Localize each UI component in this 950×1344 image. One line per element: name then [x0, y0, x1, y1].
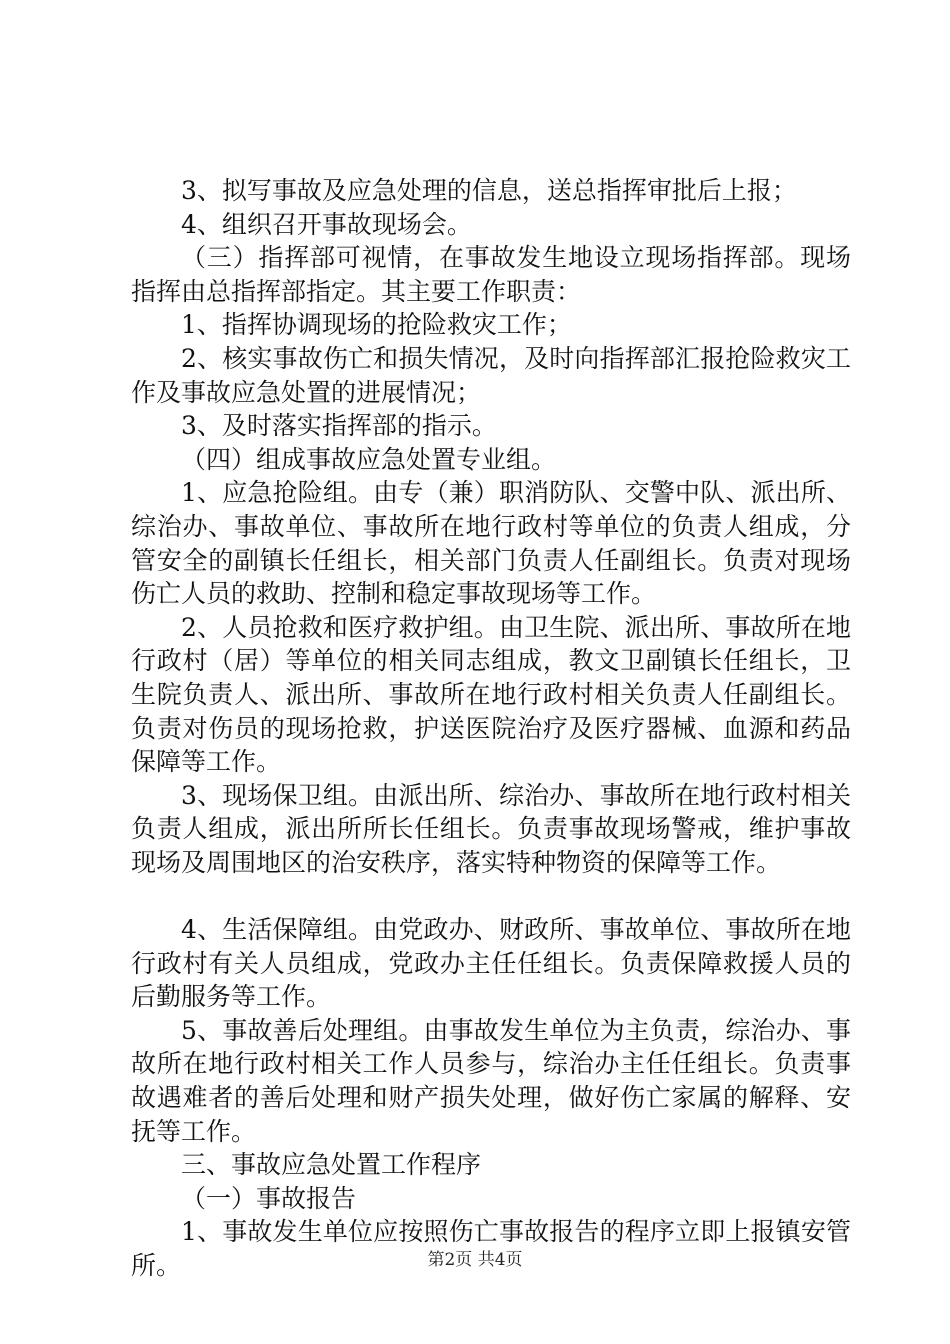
paragraph: （三）指挥部可视情，在事故发生地设立现场指挥部。现场指挥由总指挥部指定。其主要工作职责： [131, 243, 851, 306]
paragraph: 3、现场保卫组。由派出所、综治办、事故所在地行政村相关负责人组成，派出所所长任组长。负责事故现场警戒，维护事故现场及周围地区的治安秩序，落实特种物资的保障等工作。 [131, 780, 851, 877]
paragraph: 1、事故发生单位应按照伤亡事故报告的程序立即上报镇安管所。 [131, 1217, 851, 1280]
document-body [131, 174, 851, 1283]
paragraph: （四）组成事故应急处置专业组。 [181, 444, 557, 474]
paragraph: 5、事故善后处理组。由事故发生单位为主负责，综治办、事故所在地行政村相关工作人员参与，综治办主任任组长。负责事故遇难者的善后处理和财产损失处理，做好伤亡家属的解释、安抚等工作。 [131, 1015, 851, 1146]
paragraph: 2、核实事故伤亡和损失情况，及时向指挥部汇报抢险救灾工作及事故应急处置的进展情况； [131, 343, 851, 407]
subsection-heading: （一）事故报告 [181, 1183, 357, 1213]
paragraph: 4、生活保障组。由党政办、财政所、事故单位、事故所在地行政村有关人员组成，党政办主任任组长。负责保障救援人员的后勤服务等工作。 [131, 915, 851, 1012]
page-number-footer: 第2页 共4页 [427, 1250, 523, 1270]
paragraph: 4、组织召开事故现场会。 [181, 209, 472, 239]
paragraph: 1、指挥协调现场的抢险救灾工作； [181, 310, 572, 340]
section-heading: 三、事故应急处置工作程序 [181, 1150, 482, 1180]
paragraph: 1、应急抢险组。由专（兼）职消防队、交警中队、派出所、综治办、事故单位、事故所在地行政村等单位的负责人组成，分管安全的副镇长任组长，相关部门负责人任副组长。负责对现场伤亡人员的救助、控制和稳定事故现场等工作。 [131, 478, 851, 609]
paragraph: 2、人员抢救和医疗救护组。由卫生院、派出所、事故所在地行政村（居）等单位的相关同志组成，教文卫副镇长任组长，卫生院负责人、派出所、事故所在地行政村相关负责人任副组长。负责对伤员的现场抢救，护送医院治疗及医疗器械、血源和药品保障等工作。 [131, 612, 851, 777]
paragraph: 3、拟写事故及应急处理的信息，送总指挥审批后上报； [181, 176, 797, 205]
paragraph: 3、及时落实指挥部的指示。 [181, 411, 497, 441]
